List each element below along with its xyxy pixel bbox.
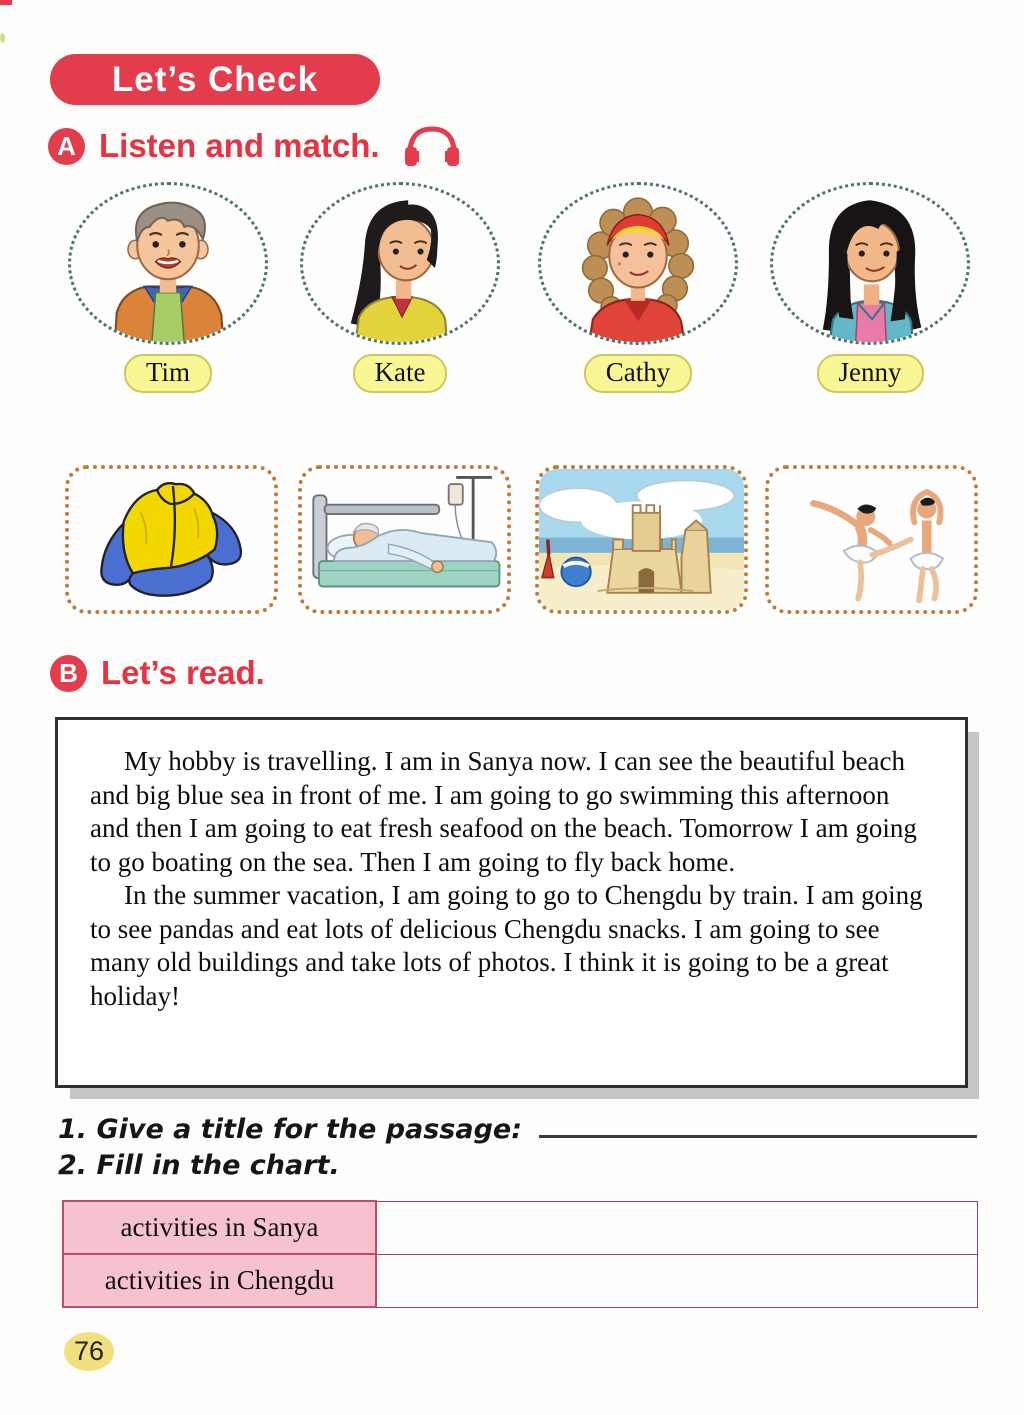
passage-paragraph-2: In the summer vacation, I am going to go to Chengdu by train. I am going to see pandas and eat lots of delicious Chengdu snacks. I am going to see many old buildings and take lots of photos. I think it is going to be a great holiday! xyxy=(90,880,923,1011)
portrait-cathy-illustration xyxy=(562,192,714,345)
section-b-title: Let’s read. xyxy=(101,654,265,691)
character-kate xyxy=(300,182,500,393)
picture-sick-in-bed-box[interactable] xyxy=(298,465,511,614)
hospital-bed-illustration xyxy=(302,469,507,610)
beach-sandcastle-illustration xyxy=(539,469,744,610)
name-label-tim xyxy=(124,354,212,393)
name-label-jenny xyxy=(817,354,924,393)
reading-passage-box xyxy=(55,717,968,1088)
chart-label-chengdu: activities in Chengdu xyxy=(63,1254,376,1307)
match-oval-cathy[interactable] xyxy=(538,182,738,345)
picture-ballet-box[interactable] xyxy=(765,465,978,614)
jacket-illustration xyxy=(77,475,267,605)
page-number-badge xyxy=(64,1332,114,1371)
section-a-heading xyxy=(48,121,464,171)
name-label-kate xyxy=(353,354,448,393)
picture-jacket-box[interactable] xyxy=(65,465,278,614)
match-oval-tim[interactable] xyxy=(68,182,268,345)
character-name: Jenny xyxy=(838,357,902,387)
fill-in-chart xyxy=(62,1200,978,1308)
portrait-kate-illustration xyxy=(324,192,476,345)
lesson-banner xyxy=(50,54,380,105)
scan-corner-mark xyxy=(0,0,12,5)
character-tim xyxy=(68,182,268,393)
section-b-badge: B xyxy=(50,655,87,692)
character-jenny xyxy=(770,182,970,393)
portrait-tim-illustration xyxy=(92,192,244,345)
chart-label-sanya: activities in Sanya xyxy=(63,1201,376,1254)
section-b-heading xyxy=(50,654,265,692)
question-2-number: 2. xyxy=(58,1150,88,1181)
section-a-badge: A xyxy=(48,128,85,165)
chart-blank-chengdu[interactable] xyxy=(376,1254,978,1307)
character-name: Cathy xyxy=(605,357,671,387)
match-oval-kate[interactable] xyxy=(300,182,500,345)
ballet-dancers-illustration xyxy=(769,469,974,610)
banner-title: Let’s Check xyxy=(111,59,319,99)
character-cathy xyxy=(538,182,738,393)
character-name: Kate xyxy=(374,357,426,387)
picture-beach-sandcastle-box[interactable] xyxy=(535,465,748,614)
table-row xyxy=(63,1201,978,1254)
match-oval-jenny[interactable] xyxy=(770,182,970,345)
scan-speck xyxy=(0,33,5,43)
portrait-jenny-illustration xyxy=(794,192,946,345)
question-2 xyxy=(58,1150,340,1181)
name-label-cathy xyxy=(584,354,693,393)
character-name: Tim xyxy=(145,357,191,387)
passage-paragraph-1: My hobby is travelling. I am in Sanya now. I can see the beautiful beach and big blue sea in front of me. I am going to go swimming this afternoon and then I am going to eat fresh seafood on the beach. Tomorrow I am going to go boating on the sea. Then I am going to fly back home. xyxy=(90,746,917,877)
question-1 xyxy=(58,1113,977,1145)
headphones-icon xyxy=(400,121,464,171)
chart-blank-sanya[interactable] xyxy=(376,1201,978,1254)
title-answer-blank[interactable] xyxy=(539,1113,977,1138)
question-1-number: 1. xyxy=(58,1114,88,1145)
section-a-title: Listen and match. xyxy=(99,127,380,164)
question-1-text: Give a title for the passage: xyxy=(96,1114,523,1145)
page-number: 76 xyxy=(73,1336,105,1366)
table-row xyxy=(63,1254,978,1307)
question-2-text: Fill in the chart. xyxy=(96,1150,340,1181)
